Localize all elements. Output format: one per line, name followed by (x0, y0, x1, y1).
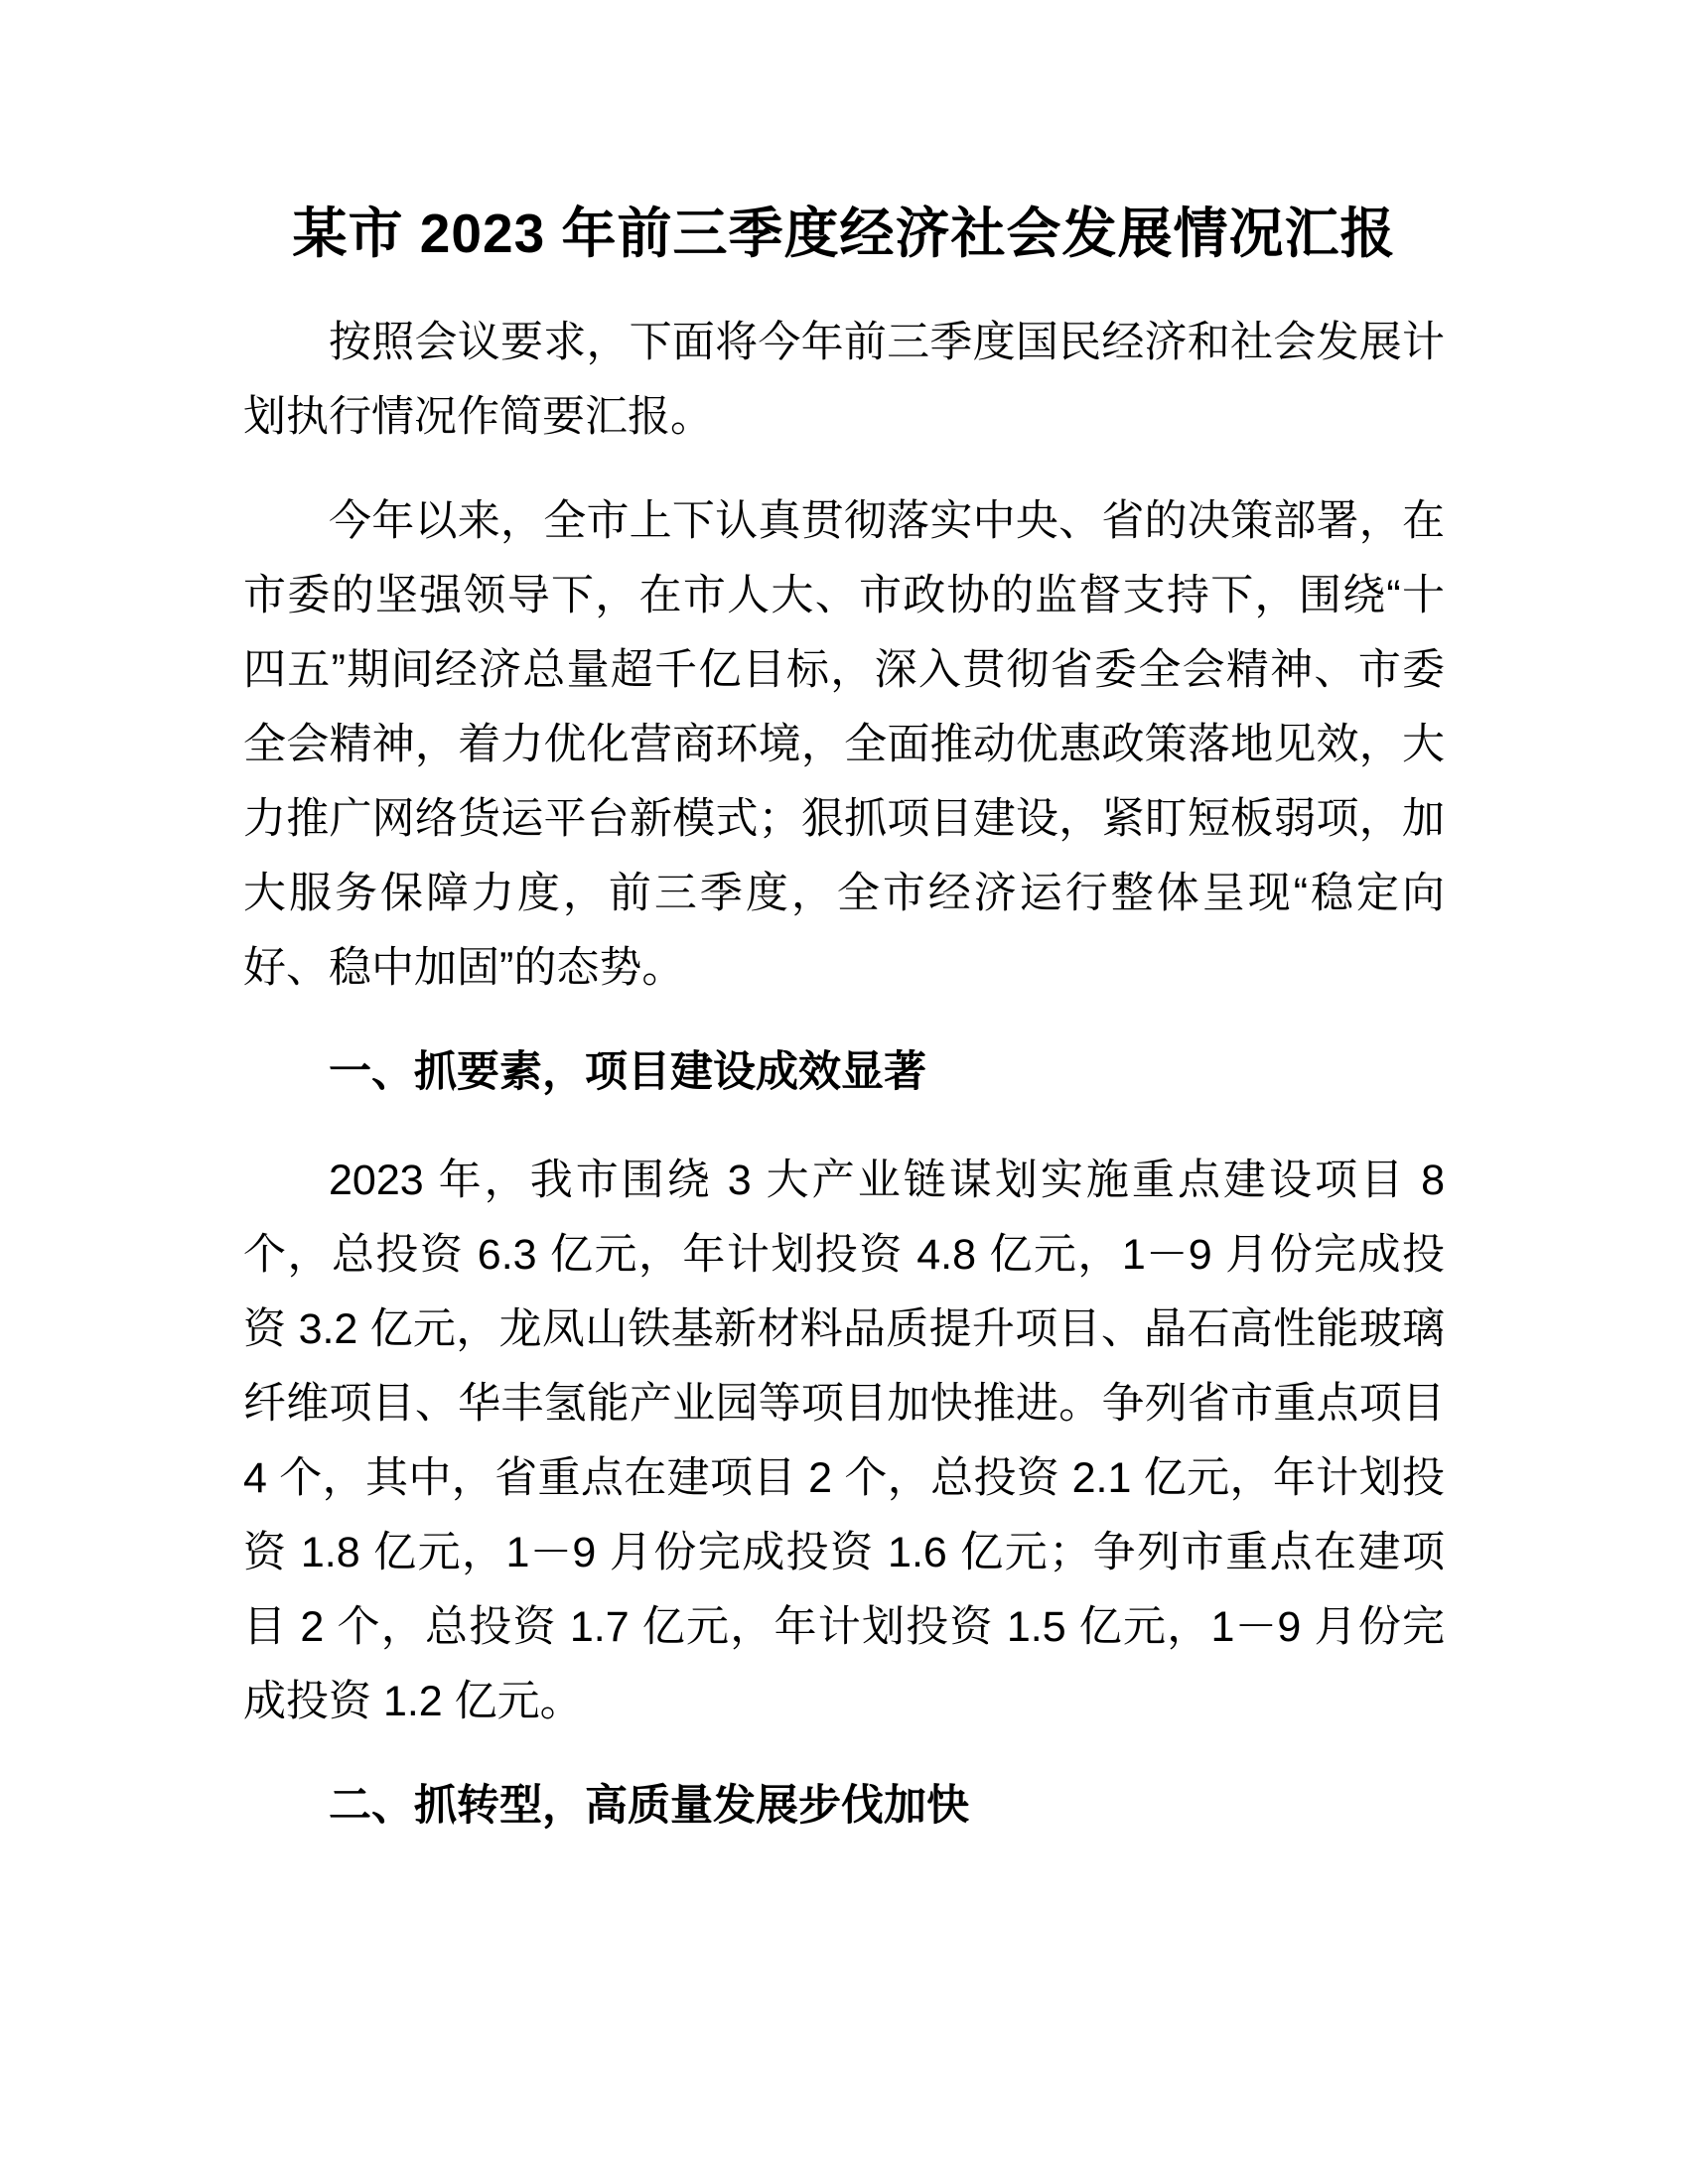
section-heading: 一、抓要素，项目建设成效显著 (329, 1048, 926, 1096)
body-paragraph: 按照会议要求，下面将今年前三季度国民经济和社会发展计划执行情况作简要汇报。 (243, 319, 1445, 441)
document-title: 某市 2023 年前三季度经济社会发展情况汇报 (292, 203, 1396, 264)
section-heading: 二、抓转型，高质量发展步伐加快 (329, 1782, 969, 1830)
document-body (243, 306, 1445, 1843)
body-paragraph: 2023 年，我市围绕 3 大产业链谋划实施重点建设项目 8 个，总投资 6.3 亿元，年计划投资 4.8 亿元，1－9 月份完成投资 3.2 亿元，龙凤山铁基新材料品质提升项目、晶石高性能玻璃纤维项目、华丰氢能产业园等项目加快推进。争列省市重点项目 4 个，其中，省重点在建项目 2 个，总投资 2.1 亿元，年计划投资 1.8 亿元，1－9 月份完成投资 1.6 亿元；争列市重点在建项目 2 个，总投资 1.7 亿元，年计划投资 1.5 亿元，1－9 月份完成投资 1.2 亿元。 (243, 1157, 1445, 1725)
body-paragraph: 今年以来，全市上下认真贯彻落实中央、省的决策部署，在市委的坚强领导下，在市人大、市政协的监督支持下，围绕“十四五”期间经济总量超千亿目标，深入贯彻省委全会精神、市委全会精神，着力优化营商环境，全面推动优惠政策落地见效，大力推广网络货运平台新模式；狠抓项目建设，紧盯短板弱项，加大服务保障力度，前三季度，全市经济运行整体呈现“稳定向好、稳中加固”的态势。 (243, 497, 1445, 992)
